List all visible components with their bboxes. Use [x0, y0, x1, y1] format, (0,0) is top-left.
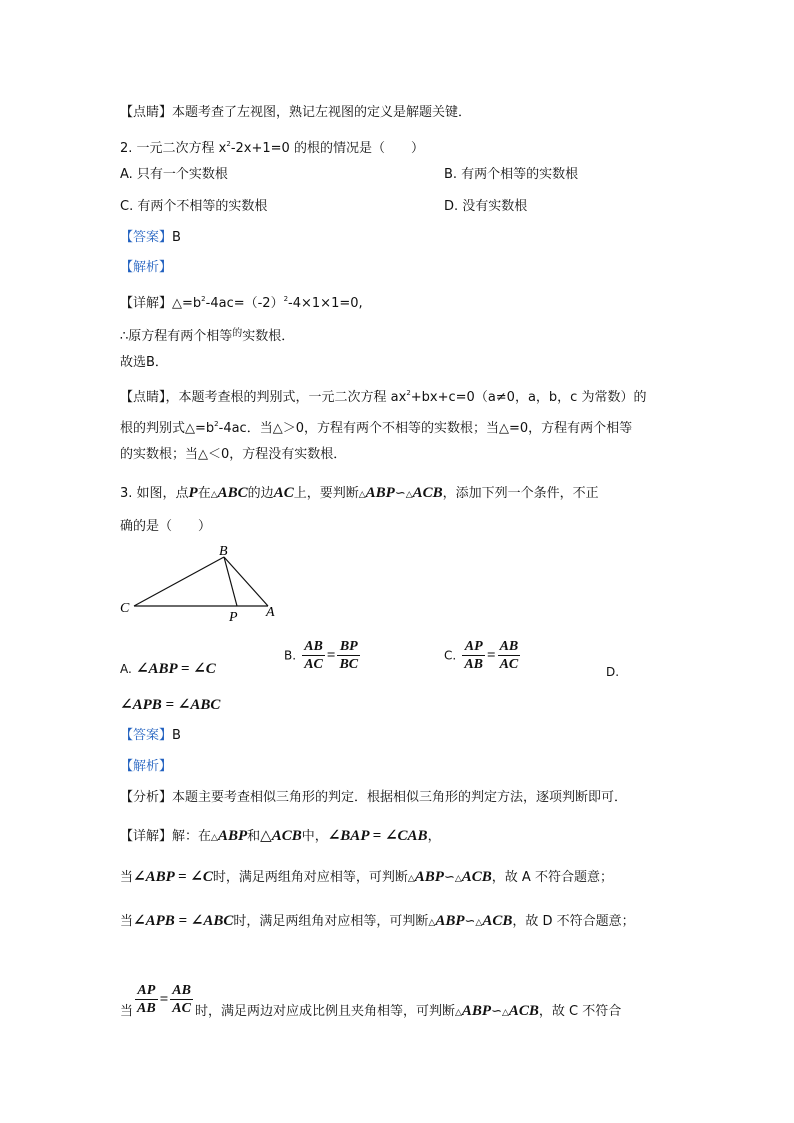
- q3-analysis-tag: 【解析】: [120, 759, 173, 774]
- triangle-symbol: △: [454, 873, 462, 883]
- q2-option-c[interactable]: C. 有两个不相等的实数根: [120, 199, 268, 214]
- q3-option-a[interactable]: [120, 660, 216, 679]
- q3-option-b[interactable]: B. $\frac{AB}{AC}$ = $\frac{BP}{BC}$: [284, 639, 359, 672]
- q2-option-a[interactable]: A. 只有一个实数根: [120, 167, 228, 182]
- comment-tag: 【点睛】: [120, 105, 173, 120]
- q2-stem-pre: 2. 一元二次方程 x: [120, 141, 227, 156]
- q2-stem-post: -2x+1=0 的根的情况是（ ）: [230, 141, 424, 156]
- comment-l1-sup: 2: [406, 389, 411, 397]
- q3-stem-a: 3. 如图，点: [120, 486, 189, 501]
- q3-point-p: P: [188, 485, 198, 501]
- numerator: AB: [172, 983, 191, 998]
- condition-1: ∠ABP = ∠C: [133, 869, 213, 885]
- label-a: A: [266, 605, 275, 620]
- triangle-figure: [110, 540, 290, 630]
- detail-sup2: 2: [283, 295, 289, 303]
- comment-text: 本题考查了左视图，熟记左视图的定义是解题关键．: [172, 105, 472, 120]
- denominator: AC: [172, 1001, 191, 1016]
- triangle-symbol: △: [358, 489, 366, 499]
- numerator: AP: [462, 638, 485, 656]
- answer-value: B: [172, 230, 181, 245]
- tri-abp: ABP: [435, 913, 465, 929]
- triangle-symbol: △: [260, 826, 272, 844]
- tri-abp: ABP: [461, 1003, 492, 1019]
- q3-stem-b: 在: [197, 486, 211, 501]
- triangle-symbol: △: [405, 489, 413, 499]
- line2-b: 时，满足两组角对应相等，可判断: [233, 914, 429, 929]
- tri-acb: ACB: [461, 869, 492, 885]
- triangle-symbol: △: [428, 917, 436, 927]
- fraction: [462, 638, 485, 673]
- option-label: A.: [120, 662, 132, 676]
- q3-option-d-label[interactable]: [606, 663, 619, 682]
- detail-sup: 2: [201, 295, 206, 303]
- q2-stem-sup: 2: [226, 140, 231, 148]
- q3-stem-l2: 确的是（ ）: [120, 519, 212, 534]
- q3-answer: [120, 727, 181, 745]
- when: 当: [120, 1004, 134, 1019]
- q3-stem-d: 上，要判断: [293, 486, 359, 501]
- detail-post: -4×1×1=0,: [288, 296, 363, 311]
- therefore-a: ∴原方程有两个相等: [120, 329, 233, 344]
- side-cb: [134, 557, 224, 606]
- triangle-symbol: △: [454, 1007, 462, 1017]
- q3-tri-abp: ABP: [365, 485, 395, 501]
- tri-abp: ABP: [414, 869, 444, 885]
- q2-comment-l1: [120, 384, 646, 407]
- q3-detail-line3: 当 $\frac{AP}{AB}$ = $\frac{AB}{AC}$ 时，满足两边对应成比例且夹角相等，可判断△ABP∽△ACB，故 C 不符合: [120, 983, 622, 1019]
- q3-detail-intro: 【详解】解：在△ABP和△ACB中，∠BAP = ∠CAB，: [120, 826, 441, 844]
- q3-option-d[interactable]: [120, 696, 220, 715]
- when: 当: [120, 914, 134, 929]
- q3-option-c[interactable]: C. $\frac{AP}{AB}$ = $\frac{AB}{AC}$: [444, 639, 519, 672]
- label-b: B: [219, 544, 228, 559]
- q2-option-b[interactable]: B. 有两个相等的实数根: [444, 167, 579, 182]
- fraction: [135, 982, 158, 1017]
- q2-comment-l2: [120, 415, 632, 438]
- q3-stem-e: ，添加下列一个条件，不正: [442, 486, 599, 501]
- detail-b: 和: [247, 829, 261, 844]
- answer-tag: 【答案】: [120, 728, 173, 743]
- answer-value: B: [172, 728, 181, 743]
- q2-option-d[interactable]: D. 没有实数根: [444, 199, 528, 214]
- therefore-de: 的: [232, 328, 243, 339]
- q3-stem-l1: [120, 484, 599, 503]
- q2-comment-l3: 的实数根；当△＜0，方程没有实数根．: [120, 447, 347, 462]
- option-a-expr: ∠ABP = ∠C: [135, 661, 216, 677]
- tri-acb: ACB: [508, 1003, 539, 1019]
- q3-detail-line1: [120, 868, 613, 887]
- numerator: AB: [304, 639, 323, 654]
- label-c: C: [120, 601, 130, 616]
- option-d-expr: ∠APB = ∠ABC: [120, 697, 221, 713]
- numerator: BP: [337, 638, 360, 656]
- fraction: [302, 638, 325, 673]
- denominator: AB: [464, 657, 484, 672]
- detail-a: 解：在: [172, 829, 212, 844]
- detail-mid: -4ac=（-2）: [205, 296, 284, 311]
- triangle-symbol: △: [475, 917, 483, 927]
- tri-acb: ACB: [271, 828, 302, 844]
- therefore-b: 实数根．: [242, 329, 295, 344]
- fraction: [498, 638, 521, 673]
- comment-l1-b: +bx+c=0（a≠0，a，b，c 为常数）的: [410, 390, 647, 405]
- q3-side-ac: AC: [273, 485, 294, 501]
- fraction: [170, 982, 193, 1017]
- detail-pre: △=b: [172, 296, 202, 311]
- similar-symbol: ∽: [443, 870, 455, 885]
- tri-abp: ABP: [217, 828, 248, 844]
- triangle-symbol: △: [407, 873, 415, 883]
- q2-detail: [120, 290, 363, 313]
- q3-stem-c: 的边: [247, 486, 274, 501]
- line3-b: 时，满足两边对应成比例且夹角相等，可判断: [194, 1004, 455, 1019]
- analysis-tag: 【分析】: [120, 790, 173, 805]
- similar-symbol: ∽: [464, 914, 476, 929]
- q2-stem: [120, 135, 424, 158]
- triangle-symbol: △: [501, 1007, 509, 1017]
- option-label: B.: [284, 648, 297, 663]
- q2-choose: 故选B．: [120, 355, 168, 370]
- line1-b: 时，满足两组角对应相等，可判断: [212, 870, 408, 885]
- denominator: AC: [499, 657, 519, 672]
- q2-therefore: [120, 325, 294, 346]
- q2-analysis-tag: 【解析】: [120, 260, 173, 275]
- tri-acb: ACB: [482, 913, 513, 929]
- q3-analysis: [120, 789, 627, 807]
- line2-c: ，故 D 不符合题意；: [512, 914, 635, 929]
- similar-symbol: ∽: [491, 1004, 502, 1019]
- q3-tri-abc: ABC: [217, 485, 248, 501]
- when: 当: [120, 870, 134, 885]
- q3-detail-line2: [120, 912, 635, 931]
- fraction: [337, 638, 360, 673]
- numerator: AP: [135, 982, 158, 1000]
- triangle-symbol: △: [211, 832, 218, 842]
- label-p: P: [229, 610, 238, 625]
- q3-tri-acb: ACB: [412, 485, 443, 501]
- option-label: C.: [444, 648, 457, 663]
- detail-tag: 【详解】: [120, 829, 173, 844]
- answer-tag: 【答案】: [120, 230, 173, 245]
- denominator: BC: [339, 657, 359, 672]
- condition-2: ∠APB = ∠ABC: [133, 913, 234, 929]
- comment-l2-b: -4ac．当△＞0，方程有两个不相等的实数根；当△=0，方程有两个相等: [218, 421, 633, 436]
- comment-l1-a: ，本题考查根的判别式，一元二次方程 ax: [165, 390, 407, 405]
- line1-c: ，故 A 不符合题意；: [491, 870, 613, 885]
- comment-tag: 【点睛】: [120, 390, 166, 405]
- comment-l2-sup: 2: [214, 420, 219, 428]
- option-label: D.: [606, 665, 620, 679]
- q2-answer: [120, 229, 181, 247]
- numerator: AB: [499, 639, 519, 654]
- denominator: AB: [137, 1001, 156, 1016]
- comment-l2-a: 根的判别式△=b: [120, 421, 215, 436]
- similar-symbol: ∽: [394, 486, 406, 501]
- triangle-symbol: △: [210, 489, 218, 499]
- line3-c: ，故 C 不符合: [538, 1004, 622, 1019]
- detail-tag: 【详解】: [120, 296, 173, 311]
- analysis-text: 本题主要考查相似三角形的判定．根据相似三角形的判定方法，逐项判断即可．: [172, 790, 628, 805]
- denominator: AC: [304, 657, 323, 672]
- q1-comment-line: [120, 104, 471, 122]
- angle-bap-cab: ∠BAP = ∠CAB: [327, 828, 428, 844]
